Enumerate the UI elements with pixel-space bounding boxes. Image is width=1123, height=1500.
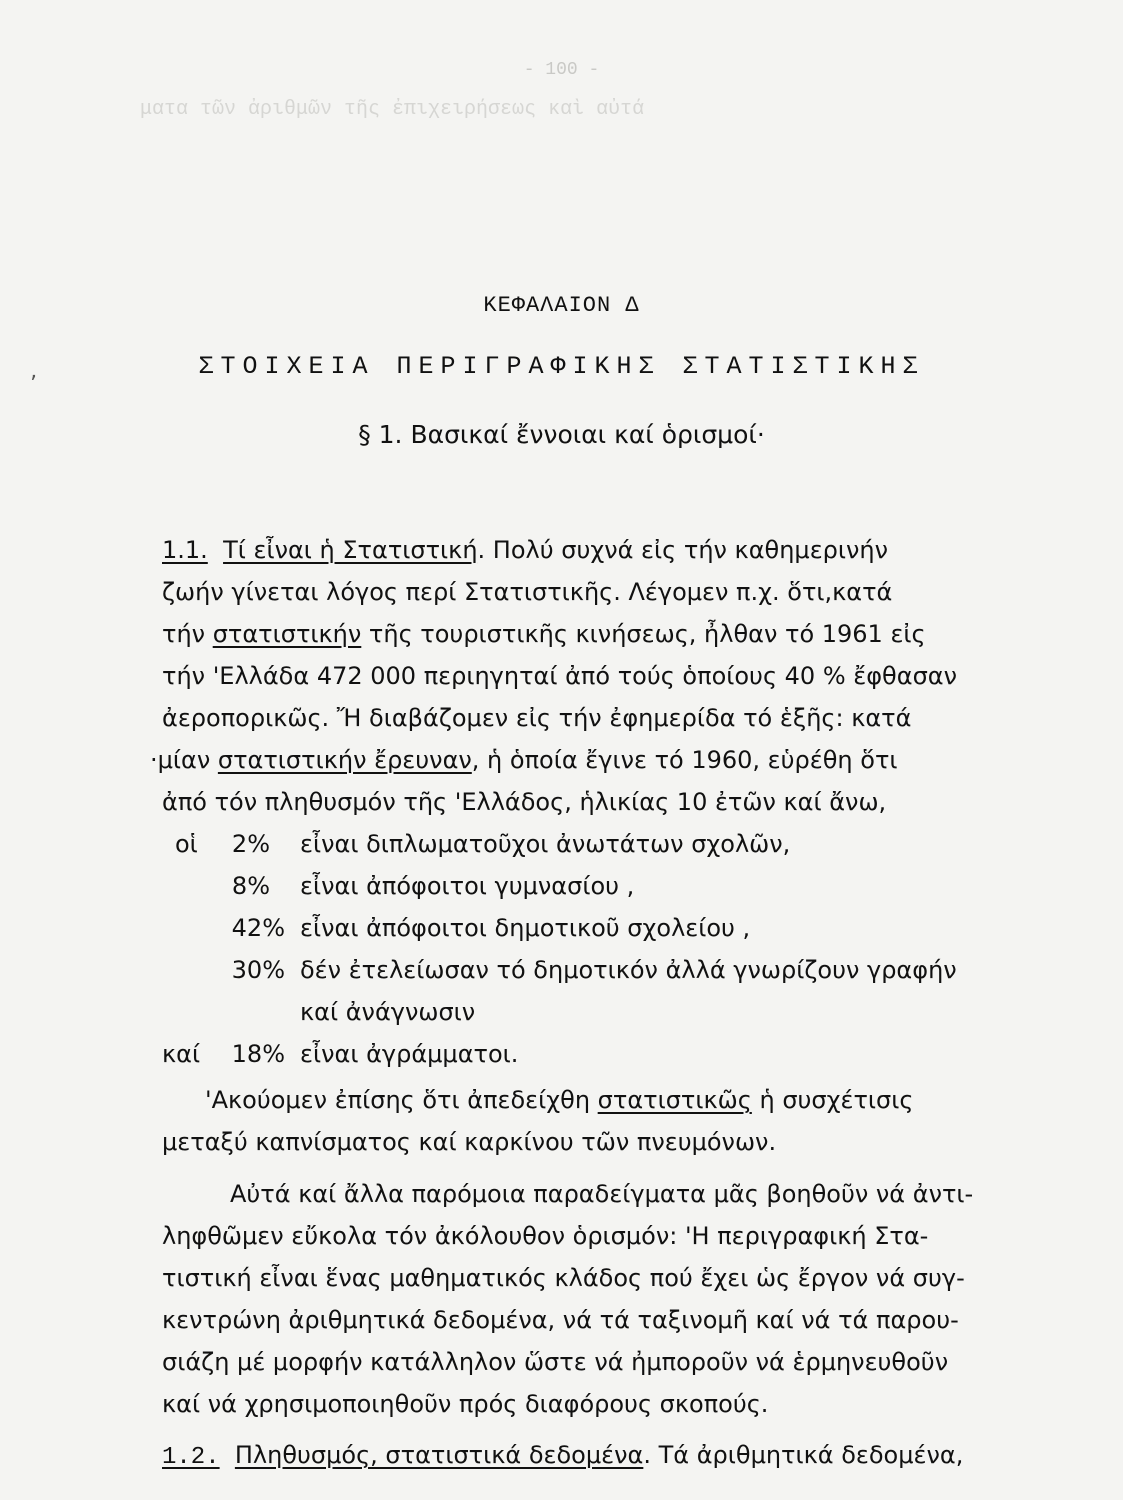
chapter-heading: ΚΕΦΑΛΑΙΟΝ Δ <box>483 293 640 318</box>
list-text: εἶναι ἀπόφοιτοι γυμνασίου , <box>300 872 635 900</box>
list-text: εἶναι διπλωματοῦχοι ἀνωτάτων σχολῶν, <box>300 830 791 858</box>
list-percent: 18% <box>231 1040 285 1068</box>
paragraph-line <box>162 619 1062 649</box>
section-heading: § 1. Βασικαί ἔννοιαι καί ὁρισμοί· <box>358 420 765 449</box>
paragraph-line: τήν 'Ελλάδα 472 000 περιηγηταί ἀπό τούς ὁποίους 40 % ἔφθασαν <box>162 662 957 690</box>
paragraph-line: μεταξύ καπνίσματος καί καρκίνου τῶν πνευμόνων. <box>162 1128 777 1156</box>
paragraph-line: ζωήν γίνεται λόγος περί Στατιστικῆς. Λέγομεν π.χ. ὅτι,κατά <box>162 578 893 606</box>
list-percent: 30% <box>231 956 285 984</box>
paragraph-line <box>150 745 1050 775</box>
list-text: εἶναι ἀπόφοιτοι δημοτικοῦ σχολείου , <box>300 914 751 942</box>
paragraph-line: σιάζη μέ μορφήν κατάλληλον ὥστε νά ἠμποροῦν νά ἑρμηνευθοῦν <box>162 1348 949 1376</box>
underlined-term: στατιστικήν <box>212 620 362 648</box>
paragraph-line: ληφθῶμεν εὔκολα τόν ἀκόλουθον ὁρισμόν: 'Η περιγραφική Στα- <box>162 1222 929 1250</box>
subsection-number: 1.1. <box>162 536 208 564</box>
list-text: καί ἀνάγνωσιν <box>300 998 476 1026</box>
line-text: 'Ακούομεν ἐπίσης ὅτι ἀπεδείχθη <box>205 1086 598 1114</box>
chapter-title: ΣΤΟΙΧΕΙΑ ΠΕΡΙΓΡΑΦΙΚΗΣ ΣΤΑΤΙΣΤΙΚΗΣ <box>198 352 925 381</box>
list-prefix: οἱ <box>175 830 198 858</box>
paragraph-line: τιστική εἶναι ἕνας μαθηματικός κλάδος πού ἔχει ὡς ἔργον νά συγ- <box>162 1264 965 1292</box>
list-percent: 42% <box>231 914 285 942</box>
line-text: τῆς τουριστικῆς κινήσεως, ἦλθαν τό 1961 εἰς <box>361 620 926 648</box>
paragraph-line: ἀπό τόν πληθυσμόν τῆς 'Ελλάδος, ἡλικίας 10 ἐτῶν καί ἄνω, <box>162 788 887 816</box>
paragraph-line <box>162 535 1062 565</box>
paragraph-line: καί νά χρησιμοποιηθοῦν πρός διαφόρους σκοπούς. <box>162 1390 769 1418</box>
line-text: τήν <box>162 620 213 648</box>
paragraph-line: κεντρώνη ἀριθμητικά δεδομένα, νά τά ταξινομῆ καί νά τά παρου- <box>162 1306 959 1334</box>
line-text: . Τά ἀριθμητικά δεδομένα, <box>643 1441 964 1469</box>
list-text: δέν ἐτελείωσαν τό δημοτικόν ἀλλά γνωρίζουν γραφήν <box>300 956 957 984</box>
paragraph-line: Αὐτά καί ἄλλα παρόμοια παραδείγματα μᾶς βοηθοῦν νά ἀντι- <box>230 1180 974 1208</box>
bleed-through-text: ματα τῶν ἀριθμῶν τῆς ἐπιχειρήσεως καὶ αὐτά <box>140 98 645 121</box>
paragraph-line <box>205 1085 1105 1115</box>
list-text: εἶναι ἀγράμματοι. <box>300 1040 519 1068</box>
line-text: ἡ συσχέτισις <box>751 1086 914 1114</box>
line-text: ·μίαν <box>150 746 218 774</box>
margin-mark: ʼ <box>30 372 37 397</box>
line-text: . Πολύ συχνά εἰς τήν καθημερινήν <box>477 536 889 564</box>
subsection-number: 1.2. <box>162 1444 220 1471</box>
page-number: - 100 - <box>523 60 600 80</box>
line-text: , ἡ ὁποία ἔγινε τό 1960, εὑρέθη ὅτι <box>471 746 898 774</box>
list-percent: 8% <box>231 872 270 900</box>
paragraph-line <box>162 1440 1062 1473</box>
list-percent: 2% <box>231 830 270 858</box>
list-prefix: καί <box>162 1040 201 1068</box>
underlined-term: στατιστικήν ἔρευναν <box>217 746 472 774</box>
underlined-term: στατιστικῶς <box>597 1086 752 1114</box>
paragraph-line: ἀεροπορικῶς. Ἤ διαβάζομεν εἰς τήν ἐφημερίδα τό ἑξῆς: κατά <box>162 704 912 732</box>
subsection-heading: Τί εἶναι ἡ Στατιστική <box>223 536 478 564</box>
subsection-heading: Πληθυσμός, στατιστικά δεδομένα <box>234 1441 644 1469</box>
